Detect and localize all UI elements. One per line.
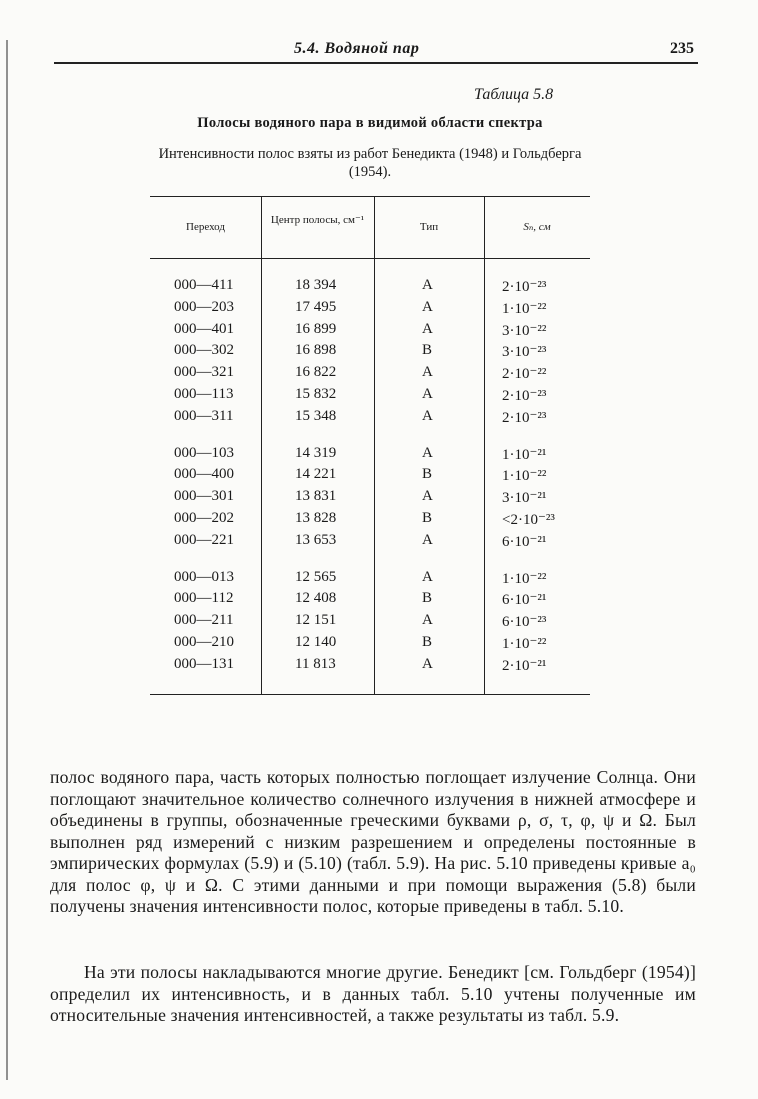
- transition-cell: 000—210: [174, 633, 234, 650]
- band-center-cell: 16 899: [295, 320, 337, 337]
- band-center-cell: 12 140: [295, 633, 337, 650]
- transition-cell: 000—311: [174, 407, 234, 424]
- body-paragraph-1: полос водяного пара, часть которых полностью поглощает излучение Солнца. Они поглощают значительное количество солнечного излучения в нижней атмосфере и объединены в группы, обозначенные греческими буквами ρ, σ, τ, φ, ψ и Ω. Был выполнен ряд измерений с низким разрешением и определены постоянные в эмпирических формулах (5.9) и (5.10) (табл. 5.9). На рис. 5.10 приведены кривые a₀ для полос φ, ψ и Ω. С этими данными и при помощи выражения (5.8) были получены значения интенсивности полос, которые приведены в табл. 5.10.: [50, 767, 696, 916]
- table-row: [150, 532, 590, 554]
- intensity-cell: 2·10⁻²³: [502, 409, 547, 426]
- transition-cell: 000—013: [174, 568, 234, 585]
- band-center-cell: 15 348: [295, 407, 337, 424]
- type-cell: A: [422, 655, 433, 672]
- transition-cell: 000—400: [174, 466, 234, 483]
- intensity-cell: 2·10⁻²¹: [502, 657, 547, 674]
- table-note: Интенсивности полос взяты из работ Бенедикта (1948) и Гольдберга (1954).: [158, 146, 582, 180]
- type-cell: B: [422, 509, 433, 526]
- intensity-cell: 2·10⁻²³: [502, 387, 547, 404]
- type-cell: B: [422, 466, 433, 483]
- band-center-cell: 13 831: [295, 488, 337, 505]
- body-paragraph-2: На эти полосы накладываются многие другие. Бенедикт [см. Гольдберг (1954)] определил их интенсивность, и в данных табл. 5.10 учтены полученные им относительные значения интенсивностей, а также результаты из табл. 5.9.: [50, 962, 696, 1025]
- table-top-rule: [150, 196, 590, 197]
- type-cell: A: [422, 277, 433, 293]
- transition-cell: 000—112: [174, 590, 234, 607]
- intensity-cell: 6·10⁻²¹: [502, 592, 547, 609]
- intensity-cell: 1·10⁻²²: [502, 468, 547, 485]
- intensity-cell: 3·10⁻²¹: [502, 490, 547, 507]
- table-bottom-rule: [150, 694, 590, 695]
- band-center-cell: 12 565: [295, 568, 337, 585]
- band-center-cell: 15 832: [295, 385, 337, 402]
- table-row: [150, 299, 590, 321]
- transition-cell: 000—321: [174, 364, 234, 381]
- band-center-cell: 13 828: [295, 509, 337, 526]
- transition-cell: 000—302: [174, 342, 234, 359]
- transition-cell: 000—211: [174, 612, 234, 629]
- table-row: [150, 445, 590, 467]
- transition-cell: 000—131: [174, 655, 234, 672]
- type-cell: A: [422, 385, 433, 402]
- table-row: [150, 569, 590, 591]
- type-cell: A: [422, 568, 433, 585]
- type-cell: A: [422, 488, 433, 505]
- intensity-cell: 1·10⁻²²: [502, 300, 547, 317]
- intensity-cell: 2·10⁻²³: [502, 279, 547, 295]
- transition-cell: 000—301: [174, 488, 234, 505]
- intensity-cell: 6·10⁻²¹: [502, 533, 547, 550]
- transition-cell: 000—221: [174, 531, 234, 548]
- band-center-cell: 13 653: [295, 531, 337, 548]
- intensity-cell: 1·10⁻²¹: [502, 446, 547, 463]
- table-row: [150, 277, 590, 299]
- table-row: [150, 466, 590, 488]
- band-center-cell: 14 319: [295, 444, 337, 461]
- type-cell: A: [422, 444, 433, 461]
- table-row: [150, 408, 590, 430]
- band-center-cell: 18 394: [295, 277, 337, 293]
- scan-edge-line: [6, 40, 8, 1080]
- band-center-cell: 16 898: [295, 342, 337, 359]
- transition-cell: 000—411: [174, 277, 234, 293]
- intensity-cell: 3·10⁻²²: [502, 322, 547, 339]
- running-header: [54, 40, 698, 64]
- header-transition: Переход: [186, 221, 225, 233]
- band-center-cell: 14 221: [295, 466, 337, 483]
- type-cell: B: [422, 633, 433, 650]
- type-cell: A: [422, 531, 433, 548]
- intensity-cell: 2·10⁻²²: [502, 366, 547, 383]
- table-title: Полосы водяного пара в видимой области спектра: [197, 115, 543, 131]
- transition-cell: 000—113: [174, 385, 234, 402]
- type-cell: A: [422, 320, 433, 337]
- table-row: [150, 656, 590, 678]
- table-body: [150, 277, 590, 678]
- header-band-center: Центр полосы, см⁻¹: [270, 214, 365, 226]
- data-table: [150, 196, 590, 696]
- type-cell: B: [422, 342, 433, 359]
- header-type: Тип: [419, 221, 439, 233]
- table-row: [150, 364, 590, 386]
- band-center-cell: 11 813: [295, 655, 336, 672]
- table-row: [150, 590, 590, 612]
- intensity-cell: 1·10⁻²²: [502, 635, 547, 652]
- table-row: [150, 488, 590, 510]
- table-row: [150, 634, 590, 656]
- band-center-cell: 16 822: [295, 364, 337, 381]
- table-row: [150, 612, 590, 634]
- intensity-cell: 1·10⁻²²: [502, 570, 547, 587]
- table-row: [150, 386, 590, 408]
- transition-cell: 000—103: [174, 444, 234, 461]
- type-cell: A: [422, 407, 433, 424]
- type-cell: A: [422, 364, 433, 381]
- table-row: [150, 510, 590, 532]
- type-cell: B: [422, 590, 433, 607]
- band-center-cell: 12 151: [295, 612, 337, 629]
- intensity-cell: 3·10⁻²³: [502, 344, 547, 361]
- type-cell: A: [422, 298, 433, 315]
- header-intensity: Sₙ, см: [523, 221, 551, 233]
- table-row: [150, 342, 590, 364]
- table-label: Таблица 5.8: [474, 86, 554, 103]
- transition-cell: 000—203: [174, 298, 234, 315]
- intensity-cell: <2·10⁻²³: [502, 511, 555, 528]
- band-center-cell: 12 408: [295, 590, 337, 607]
- table-row: [150, 321, 590, 343]
- type-cell: A: [422, 612, 433, 629]
- transition-cell: 000—202: [174, 509, 234, 526]
- intensity-cell: 6·10⁻²³: [502, 614, 547, 631]
- band-center-cell: 17 495: [295, 298, 337, 315]
- table-header-rule: [150, 258, 590, 259]
- running-title: 5.4. Водяной пар: [294, 40, 420, 57]
- transition-cell: 000—401: [174, 320, 234, 337]
- page-number: 235: [670, 40, 694, 57]
